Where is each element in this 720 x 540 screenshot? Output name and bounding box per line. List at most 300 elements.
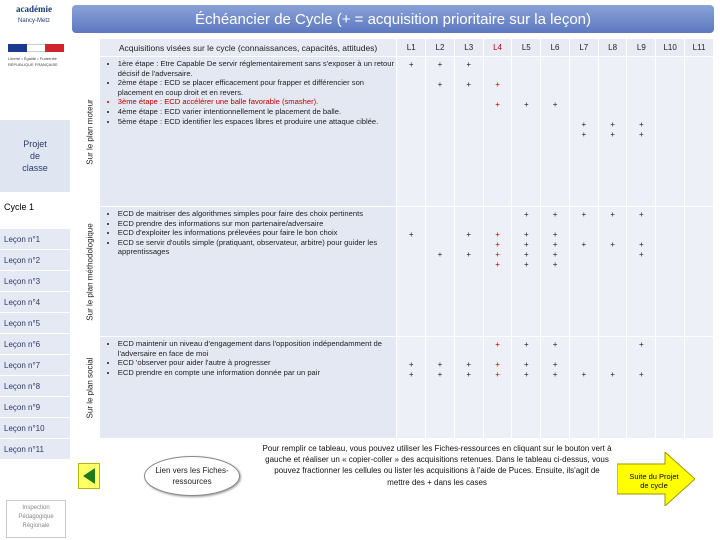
priority-mark xyxy=(397,90,425,100)
lesson-mark-cell-l5[interactable] xyxy=(512,207,541,337)
priority-mark xyxy=(656,210,684,220)
lesson-header-l11: L11 xyxy=(685,39,714,57)
lesson-mark-cell-l8[interactable] xyxy=(598,207,627,337)
priority-mark: + xyxy=(437,80,443,89)
lesson-header-l1: L1 xyxy=(397,39,426,57)
priority-mark xyxy=(426,230,454,240)
priority-mark xyxy=(426,260,454,270)
plan-label: Sur le plan méthodologique xyxy=(85,222,95,321)
priority-mark xyxy=(599,250,627,260)
lesson-mark-cell-l2[interactable] xyxy=(426,337,455,439)
priority-mark: + xyxy=(495,370,500,379)
sidebar-lesson-11[interactable]: Leçon n°11 xyxy=(0,439,70,460)
priority-mark: + xyxy=(639,340,644,349)
priority-mark xyxy=(570,360,598,370)
priority-mark xyxy=(656,100,684,110)
priority-mark xyxy=(599,350,627,360)
priority-mark xyxy=(512,220,540,230)
priority-mark xyxy=(455,240,483,250)
priority-mark xyxy=(627,80,655,90)
projet-word-2: de xyxy=(29,151,40,161)
priority-mark xyxy=(570,340,598,350)
priority-mark xyxy=(599,230,627,240)
priority-mark xyxy=(426,90,454,100)
priority-mark xyxy=(627,260,655,270)
priority-mark xyxy=(599,60,627,70)
priority-mark xyxy=(455,210,483,220)
lesson-mark-cell-l8[interactable] xyxy=(598,57,627,207)
priority-mark xyxy=(570,90,598,100)
priority-mark: + xyxy=(552,260,558,269)
priority-mark xyxy=(685,60,713,70)
priority-mark: + xyxy=(408,230,414,239)
priority-mark xyxy=(397,240,425,250)
lesson-mark-cell-l8[interactable] xyxy=(598,337,627,439)
priority-mark: + xyxy=(437,60,443,69)
sidebar-lesson-1[interactable]: Leçon n°1 xyxy=(0,229,70,250)
priority-mark xyxy=(599,90,627,100)
priority-mark xyxy=(570,250,598,260)
acquisition-item: • ECD maintenir un niveau d'engagement dans l'opposition indépendamment de l'adversaire en face de moi xyxy=(118,339,395,358)
priority-mark xyxy=(397,350,425,360)
priority-mark xyxy=(455,220,483,230)
table-row xyxy=(81,337,714,439)
projet-word-3: classe xyxy=(22,163,48,173)
lesson-mark-cell-l1[interactable] xyxy=(397,337,426,439)
priority-mark xyxy=(570,70,598,80)
priority-mark xyxy=(685,130,713,140)
priority-mark xyxy=(397,220,425,230)
plan-label-cell xyxy=(81,207,100,337)
priority-mark xyxy=(426,240,454,250)
priority-mark xyxy=(656,270,684,280)
priority-mark: + xyxy=(523,370,529,379)
sidebar-lesson-2[interactable]: Leçon n°2 xyxy=(0,250,70,271)
sidebar-lesson-5[interactable]: Leçon n°5 xyxy=(0,313,70,334)
priority-mark xyxy=(627,110,655,120)
left-sidebar xyxy=(0,0,72,540)
priority-mark xyxy=(397,250,425,260)
priority-mark xyxy=(455,130,483,140)
acquisition-item: • ECD d'exploiter les informations prélevées pour faire le bon choix xyxy=(118,228,395,238)
priority-mark xyxy=(484,210,512,220)
priority-mark xyxy=(685,340,713,350)
priority-mark xyxy=(627,90,655,100)
ministry-line-1: Liberté • Égalité • Fraternité xyxy=(8,56,57,61)
priority-mark xyxy=(599,340,627,350)
plan-label: Sur le plan social xyxy=(85,357,95,418)
priority-mark: + xyxy=(523,360,529,369)
projet-de-classe-link[interactable] xyxy=(0,120,70,192)
lesson-mark-cell-l11[interactable] xyxy=(685,207,714,337)
acquisition-item: • 4ème étape : ECD varier intentionnellement le placement de balle. xyxy=(118,107,395,117)
priority-mark xyxy=(685,260,713,270)
priority-mark: + xyxy=(523,250,529,259)
acquisition-item: • 5ème étape : ECD identifier les espaces libres et produire une attaque ciblée. xyxy=(118,117,395,127)
priority-mark xyxy=(541,220,569,230)
lesson-header-l2: L2 xyxy=(426,39,455,57)
priority-mark xyxy=(512,120,540,130)
lesson-mark-cell-l5[interactable] xyxy=(512,337,541,439)
priority-mark xyxy=(656,240,684,250)
priority-mark: + xyxy=(495,260,500,269)
sidebar-lesson-8[interactable]: Leçon n°8 xyxy=(0,376,70,397)
acquisitions-cell[interactable] xyxy=(99,337,397,439)
logo-academie-text: académie xyxy=(16,4,52,14)
priority-mark: + xyxy=(523,230,529,239)
acquisitions-cell[interactable] xyxy=(99,207,397,337)
priority-mark xyxy=(685,350,713,360)
lesson-mark-cell-l10[interactable] xyxy=(656,207,685,337)
lesson-mark-cell-l3[interactable] xyxy=(454,57,483,207)
priority-mark xyxy=(656,130,684,140)
priority-mark xyxy=(397,270,425,280)
priority-mark xyxy=(627,60,655,70)
priority-mark xyxy=(685,230,713,240)
priority-mark xyxy=(570,350,598,360)
lesson-header-l9: L9 xyxy=(627,39,656,57)
priority-mark xyxy=(656,360,684,370)
lesson-mark-cell-l6[interactable] xyxy=(541,57,570,207)
priority-mark xyxy=(512,70,540,80)
acquisition-item: • ECD se servir d'outils simple (pratiquant, observateur, arbitre) pour guider les apprentissages xyxy=(118,238,395,257)
lesson-header-l6: L6 xyxy=(541,39,570,57)
lesson-mark-cell-l3[interactable] xyxy=(454,337,483,439)
table-row xyxy=(81,207,714,337)
priority-mark: + xyxy=(552,250,558,259)
priority-mark: + xyxy=(610,130,615,139)
priority-mark xyxy=(656,250,684,260)
priority-mark xyxy=(656,340,684,350)
french-flag-icon xyxy=(8,44,64,52)
priority-mark: + xyxy=(552,210,558,219)
lesson-mark-cell-l3[interactable] xyxy=(454,207,483,337)
priority-mark xyxy=(627,70,655,80)
priority-mark xyxy=(455,70,483,80)
priority-mark: + xyxy=(437,370,443,379)
priority-mark: + xyxy=(495,340,500,349)
priority-mark xyxy=(455,90,483,100)
priority-mark xyxy=(570,110,598,120)
cycle-1-link[interactable]: Cycle 1 xyxy=(0,196,70,218)
priority-mark xyxy=(426,220,454,230)
priority-mark: + xyxy=(408,360,414,369)
priority-mark xyxy=(685,210,713,220)
priority-mark xyxy=(455,260,483,270)
priority-mark xyxy=(512,80,540,90)
priority-mark xyxy=(570,220,598,230)
priority-mark xyxy=(627,350,655,360)
priority-mark: + xyxy=(639,210,644,219)
lesson-header-l3: L3 xyxy=(454,39,483,57)
lesson-header-l8: L8 xyxy=(598,39,627,57)
priority-mark xyxy=(685,370,713,380)
priority-mark xyxy=(656,350,684,360)
priority-mark: + xyxy=(639,130,644,139)
lesson-mark-cell-l4[interactable] xyxy=(483,207,512,337)
lesson-mark-cell-l7[interactable] xyxy=(569,57,598,207)
lesson-mark-cell-l1[interactable] xyxy=(397,207,426,337)
priority-mark xyxy=(685,120,713,130)
priority-mark xyxy=(484,350,512,360)
priority-mark xyxy=(656,370,684,380)
priority-mark xyxy=(656,80,684,90)
priority-mark: + xyxy=(639,240,644,249)
priority-mark xyxy=(484,70,512,80)
priority-mark: + xyxy=(466,230,472,239)
priority-mark xyxy=(685,360,713,370)
projet-word-1: Projet xyxy=(23,139,47,149)
academie-logo xyxy=(4,4,68,90)
inspection-line-1: Inspection xyxy=(22,505,50,511)
priority-mark: + xyxy=(466,370,472,379)
priority-mark xyxy=(541,270,569,280)
priority-mark: + xyxy=(408,60,414,69)
acquisition-item: • 2ème étape : ECD se placer efficacement pour frapper et différencier son placement en coup droit et en revers. xyxy=(118,78,395,97)
next-cycle-arrow-button[interactable] xyxy=(617,452,695,506)
priority-mark: + xyxy=(552,360,558,369)
priority-mark xyxy=(512,110,540,120)
acquisition-item: • 3ème étape : ECD accélérer une balle favorable (smasher). xyxy=(118,97,395,107)
lesson-mark-cell-l11[interactable] xyxy=(685,337,714,439)
priority-mark xyxy=(397,100,425,110)
priority-mark: + xyxy=(523,100,529,109)
priority-mark xyxy=(426,70,454,80)
priority-mark: + xyxy=(408,370,414,379)
plan-label: Sur le plan moteur xyxy=(85,98,95,165)
priority-mark xyxy=(397,110,425,120)
priority-mark xyxy=(541,350,569,360)
plan-header-corner xyxy=(81,39,100,57)
lesson-mark-cell-l6[interactable] xyxy=(541,337,570,439)
priority-mark: + xyxy=(437,250,443,259)
lesson-header-l10: L10 xyxy=(656,39,685,57)
priority-mark: + xyxy=(523,210,529,219)
priority-mark: + xyxy=(610,210,615,219)
priority-mark xyxy=(685,250,713,260)
priority-mark xyxy=(541,130,569,140)
page-title-bar xyxy=(72,5,714,33)
priority-mark: + xyxy=(581,130,587,139)
fiches-ressources-link[interactable]: Lien vers les Fiches-ressources xyxy=(144,456,240,496)
lesson-mark-cell-l4[interactable] xyxy=(483,57,512,207)
priority-mark xyxy=(627,220,655,230)
priority-mark xyxy=(426,120,454,130)
priority-mark xyxy=(397,340,425,350)
priority-mark: + xyxy=(495,230,500,239)
priority-mark xyxy=(397,210,425,220)
priority-mark xyxy=(541,80,569,90)
acquisitions-header: Acquisitions visées sur le cycle (connaissances, capacités, attitudes) xyxy=(99,39,397,57)
priority-mark xyxy=(484,270,512,280)
priority-mark xyxy=(397,120,425,130)
priority-mark: + xyxy=(581,210,587,219)
acquisition-item: • ECD de maitriser des algorithmes simples pour faire des choix pertinents xyxy=(118,209,395,219)
acquisition-item: • ECD prendre en compte une information donnée par un pair xyxy=(118,368,395,378)
priority-mark xyxy=(685,220,713,230)
lesson-mark-cell-l10[interactable] xyxy=(656,57,685,207)
priority-mark xyxy=(685,270,713,280)
acquisitions-cell[interactable] xyxy=(99,57,397,207)
priority-mark xyxy=(599,260,627,270)
priority-mark: + xyxy=(495,250,500,259)
sidebar-lesson-3[interactable]: Leçon n°3 xyxy=(0,271,70,292)
sidebar-lesson-4[interactable]: Leçon n°4 xyxy=(0,292,70,313)
sidebar-lesson-7[interactable]: Leçon n°7 xyxy=(0,355,70,376)
priority-mark xyxy=(599,100,627,110)
lesson-mark-cell-l7[interactable] xyxy=(569,337,598,439)
priority-mark xyxy=(484,220,512,230)
priority-mark xyxy=(455,100,483,110)
priority-mark: + xyxy=(552,340,558,349)
priority-mark: + xyxy=(466,360,472,369)
priority-mark: + xyxy=(495,100,500,109)
priority-mark xyxy=(512,60,540,70)
priority-mark: + xyxy=(437,360,443,369)
lesson-mark-cell-l9[interactable] xyxy=(627,337,656,439)
priority-mark xyxy=(685,100,713,110)
logo-city-text: Nancy-Metz xyxy=(18,18,51,24)
priority-mark xyxy=(541,70,569,80)
lesson-header-l7: L7 xyxy=(569,39,598,57)
priority-mark xyxy=(426,130,454,140)
priority-mark: + xyxy=(523,240,529,249)
priority-mark: + xyxy=(581,370,587,379)
priority-mark xyxy=(512,350,540,360)
priority-mark xyxy=(512,90,540,100)
priority-mark: + xyxy=(523,260,529,269)
page-title: Échéancier de Cycle (+ = acquisition prioritaire sur la leçon) xyxy=(194,10,592,28)
lesson-mark-cell-l5[interactable] xyxy=(512,57,541,207)
lesson-header-l4: L4 xyxy=(483,39,512,57)
priority-mark xyxy=(656,260,684,270)
priority-mark xyxy=(656,110,684,120)
priority-mark: + xyxy=(610,240,615,249)
priority-mark xyxy=(426,110,454,120)
priority-mark: + xyxy=(523,340,529,349)
priority-mark: + xyxy=(610,120,615,129)
priority-mark xyxy=(570,80,598,90)
priority-mark xyxy=(397,130,425,140)
acquisition-item: • 1ère étape : Etre Capable De servir réglementairement sans s'exposer à un retour décisif de l'adversaire. xyxy=(118,59,395,78)
priority-mark xyxy=(685,70,713,80)
priority-mark: + xyxy=(552,230,558,239)
priority-mark xyxy=(426,210,454,220)
priority-mark xyxy=(484,60,512,70)
priority-mark xyxy=(656,70,684,80)
lesson-mark-cell-l1[interactable] xyxy=(397,57,426,207)
sidebar-lesson-6[interactable]: Leçon n°6 xyxy=(0,334,70,355)
lesson-mark-cell-l7[interactable] xyxy=(569,207,598,337)
priority-mark xyxy=(685,90,713,100)
priority-mark xyxy=(397,80,425,90)
priority-mark: + xyxy=(610,370,615,379)
priority-mark xyxy=(426,100,454,110)
priority-mark xyxy=(656,60,684,70)
priority-mark xyxy=(627,230,655,240)
priority-mark xyxy=(541,110,569,120)
priority-mark xyxy=(397,260,425,270)
priority-mark xyxy=(685,240,713,250)
priority-mark: + xyxy=(552,240,558,249)
plan-label-cell xyxy=(81,337,100,439)
priority-mark xyxy=(541,120,569,130)
priority-mark: + xyxy=(466,60,472,69)
instructions-text: Pour remplir ce tableau, vous pouvez utiliser les Fiches-ressources en cliquant sur le bouton vert à gauche et réaliser un « copier-coller » des acquisitions retenues. Dans le tableau ci-dessus, vous pouvez fractionner les cellules ou lister les acquisitions à l'aide de Puces. Ensuite, ils'agit de mettre des + dans les cases xyxy=(262,444,612,487)
priority-mark xyxy=(455,110,483,120)
plan-label-cell xyxy=(81,57,100,207)
sidebar-lesson-9[interactable]: Leçon n°9 xyxy=(0,397,70,418)
priority-mark xyxy=(570,100,598,110)
priority-mark xyxy=(656,230,684,240)
priority-mark: + xyxy=(581,120,587,129)
lesson-header-l5: L5 xyxy=(512,39,541,57)
lesson-mark-cell-l9[interactable] xyxy=(627,207,656,337)
priority-mark: + xyxy=(552,370,558,379)
inspection-logo xyxy=(6,500,66,538)
priority-mark xyxy=(455,350,483,360)
lesson-mark-cell-l4[interactable] xyxy=(483,337,512,439)
priority-mark xyxy=(656,90,684,100)
lesson-mark-cell-l9[interactable] xyxy=(627,57,656,207)
lesson-mark-cell-l2[interactable] xyxy=(426,207,455,337)
lesson-mark-cell-l10[interactable] xyxy=(656,337,685,439)
priority-mark xyxy=(570,60,598,70)
priority-mark xyxy=(541,90,569,100)
back-arrow-button[interactable] xyxy=(78,463,100,489)
priority-mark xyxy=(484,130,512,140)
priority-mark xyxy=(570,260,598,270)
priority-mark xyxy=(484,90,512,100)
priority-mark xyxy=(599,220,627,230)
priority-mark xyxy=(455,270,483,280)
inspection-line-2: Pédagogique xyxy=(18,514,54,520)
priority-mark xyxy=(656,220,684,230)
priority-mark xyxy=(570,270,598,280)
priority-mark xyxy=(426,340,454,350)
priority-mark xyxy=(484,110,512,120)
priority-mark: + xyxy=(495,240,500,249)
priority-mark: + xyxy=(639,370,644,379)
table-row xyxy=(81,57,714,207)
priority-mark xyxy=(484,120,512,130)
priority-mark xyxy=(599,270,627,280)
priority-mark xyxy=(627,100,655,110)
inspection-line-3: Régionale xyxy=(22,523,50,529)
lesson-mark-cell-l6[interactable] xyxy=(541,207,570,337)
priority-mark xyxy=(685,110,713,120)
priority-mark xyxy=(656,120,684,130)
priority-mark xyxy=(397,70,425,80)
lesson-mark-cell-l11[interactable] xyxy=(685,57,714,207)
priority-mark xyxy=(455,120,483,130)
priority-mark xyxy=(599,360,627,370)
priority-mark xyxy=(627,270,655,280)
priority-mark: + xyxy=(495,80,500,89)
priority-mark: + xyxy=(552,100,558,109)
ministry-line-2: RÉPUBLIQUE FRANÇAISE xyxy=(8,62,58,67)
priority-mark xyxy=(599,70,627,80)
priority-mark: + xyxy=(581,240,587,249)
acquisition-item: • ECD prendre des informations sur mon partenaire/adversaire xyxy=(118,219,395,229)
priority-mark: + xyxy=(495,360,500,369)
priority-mark: + xyxy=(639,120,644,129)
priority-mark xyxy=(685,80,713,90)
sidebar-lesson-10[interactable]: Leçon n°10 xyxy=(0,418,70,439)
priority-mark xyxy=(455,340,483,350)
acquisitions-table xyxy=(80,38,714,439)
lesson-mark-cell-l2[interactable] xyxy=(426,57,455,207)
